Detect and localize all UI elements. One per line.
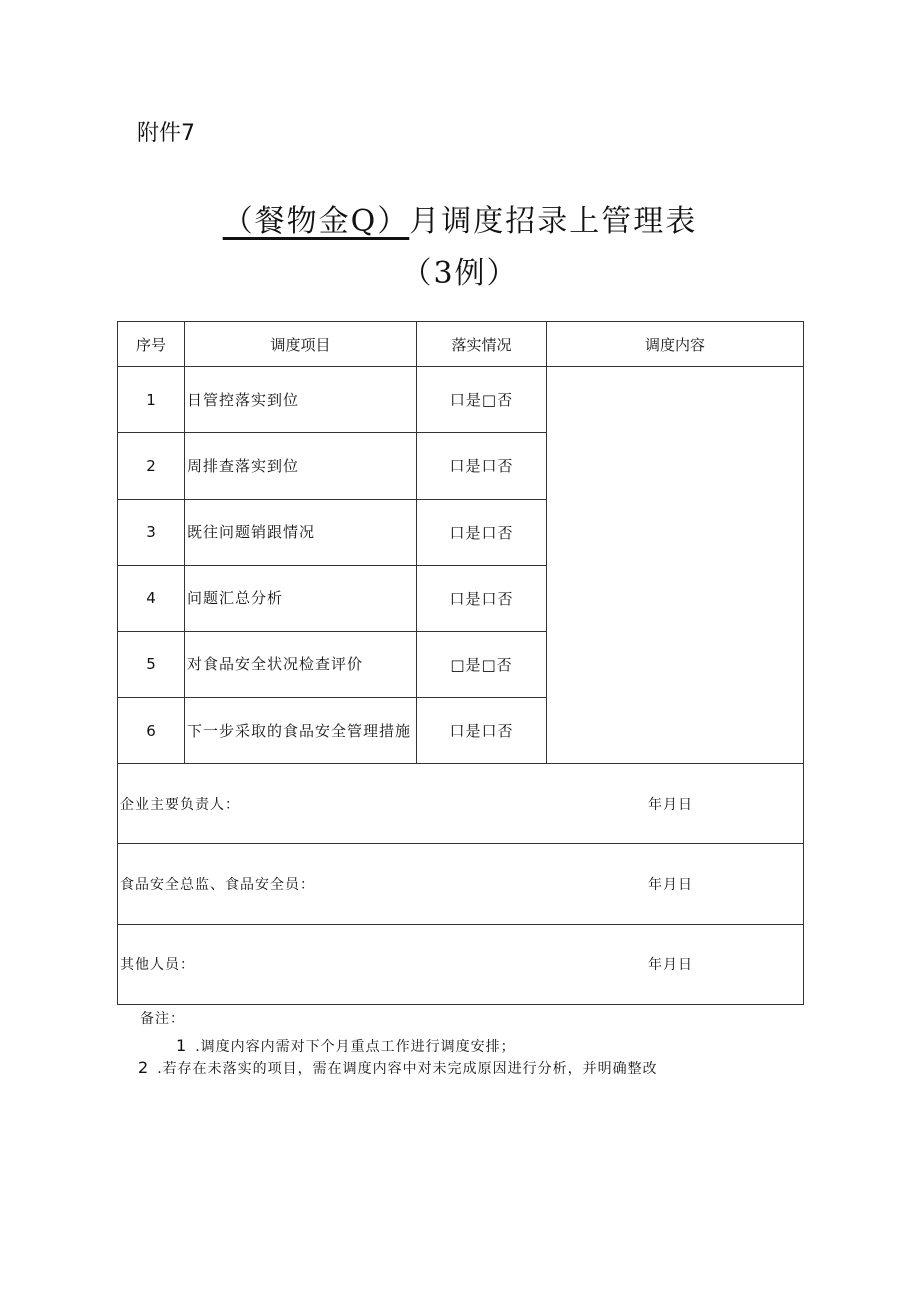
title-underlined-part: （餐物金Q） [222,204,410,239]
row-status-checkboxes[interactable]: 口是口否 [417,698,547,764]
signature-date: 年月日 [648,877,693,894]
header-status: 落实情况 [417,322,547,367]
row-item: 问题汇总分析 [185,565,417,631]
note-number: 2 [138,1058,150,1077]
notes-title: 备注： [140,1011,185,1027]
row-item: 既往问题销跟情况 [185,499,417,565]
signature-row-safety-officer [118,844,804,924]
row-status-checkboxes[interactable]: 口是口否 [417,433,547,499]
table-row [118,367,804,433]
signature-label: 企业主要负责人： [120,796,240,813]
title-main-part: 月调度招录上管理表 [409,204,698,239]
row-item: 下一步采取的食品安全管理措施 [185,698,417,764]
row-item: 日管控落实到位 [185,367,417,433]
row-number: 1 [118,367,185,433]
signature-cell[interactable] [118,844,804,924]
row-number: 2 [118,433,185,499]
row-status-checkboxes[interactable]: □是□否 [417,631,547,697]
note-text: .若存在未落实的项目，需在调度内容中对未完成原因进行分析，并明确整改 [157,1061,658,1077]
signature-label: 食品安全总监、食品安全员： [120,877,315,894]
signature-date: 年月日 [648,796,693,813]
row-number: 3 [118,499,185,565]
row-number: 5 [118,631,185,697]
document-subtitle: （3例） [401,256,519,291]
note-text: .调度内容内需对下个月重点工作进行调度安排； [195,1039,516,1055]
note-item [176,1036,516,1056]
row-number: 6 [118,698,185,764]
note-item [138,1058,658,1078]
document-title [0,196,920,240]
row-item: 周排查落实到位 [185,433,417,499]
row-status-checkboxes[interactable]: 口是□否 [417,367,547,433]
header-number: 序号 [118,322,185,367]
attachment-label: 附件7 [137,121,195,146]
row-status-checkboxes[interactable]: 口是口否 [417,565,547,631]
signature-row-principal [118,764,804,844]
schedule-content-cell[interactable] [547,367,804,764]
signature-cell[interactable] [118,764,804,844]
note-number: 1 [176,1036,188,1055]
header-content: 调度内容 [547,322,804,367]
row-number: 4 [118,565,185,631]
schedule-table [117,321,804,1005]
table-header-row [118,322,804,367]
header-item: 调度项目 [185,322,417,367]
signature-label: 其他人员： [120,957,195,974]
row-item: 对食品安全状况检查评价 [185,631,417,697]
signature-row-others [118,924,804,1004]
signature-cell[interactable] [118,924,804,1004]
signature-date: 年月日 [648,957,693,974]
row-status-checkboxes[interactable]: 口是口否 [417,499,547,565]
